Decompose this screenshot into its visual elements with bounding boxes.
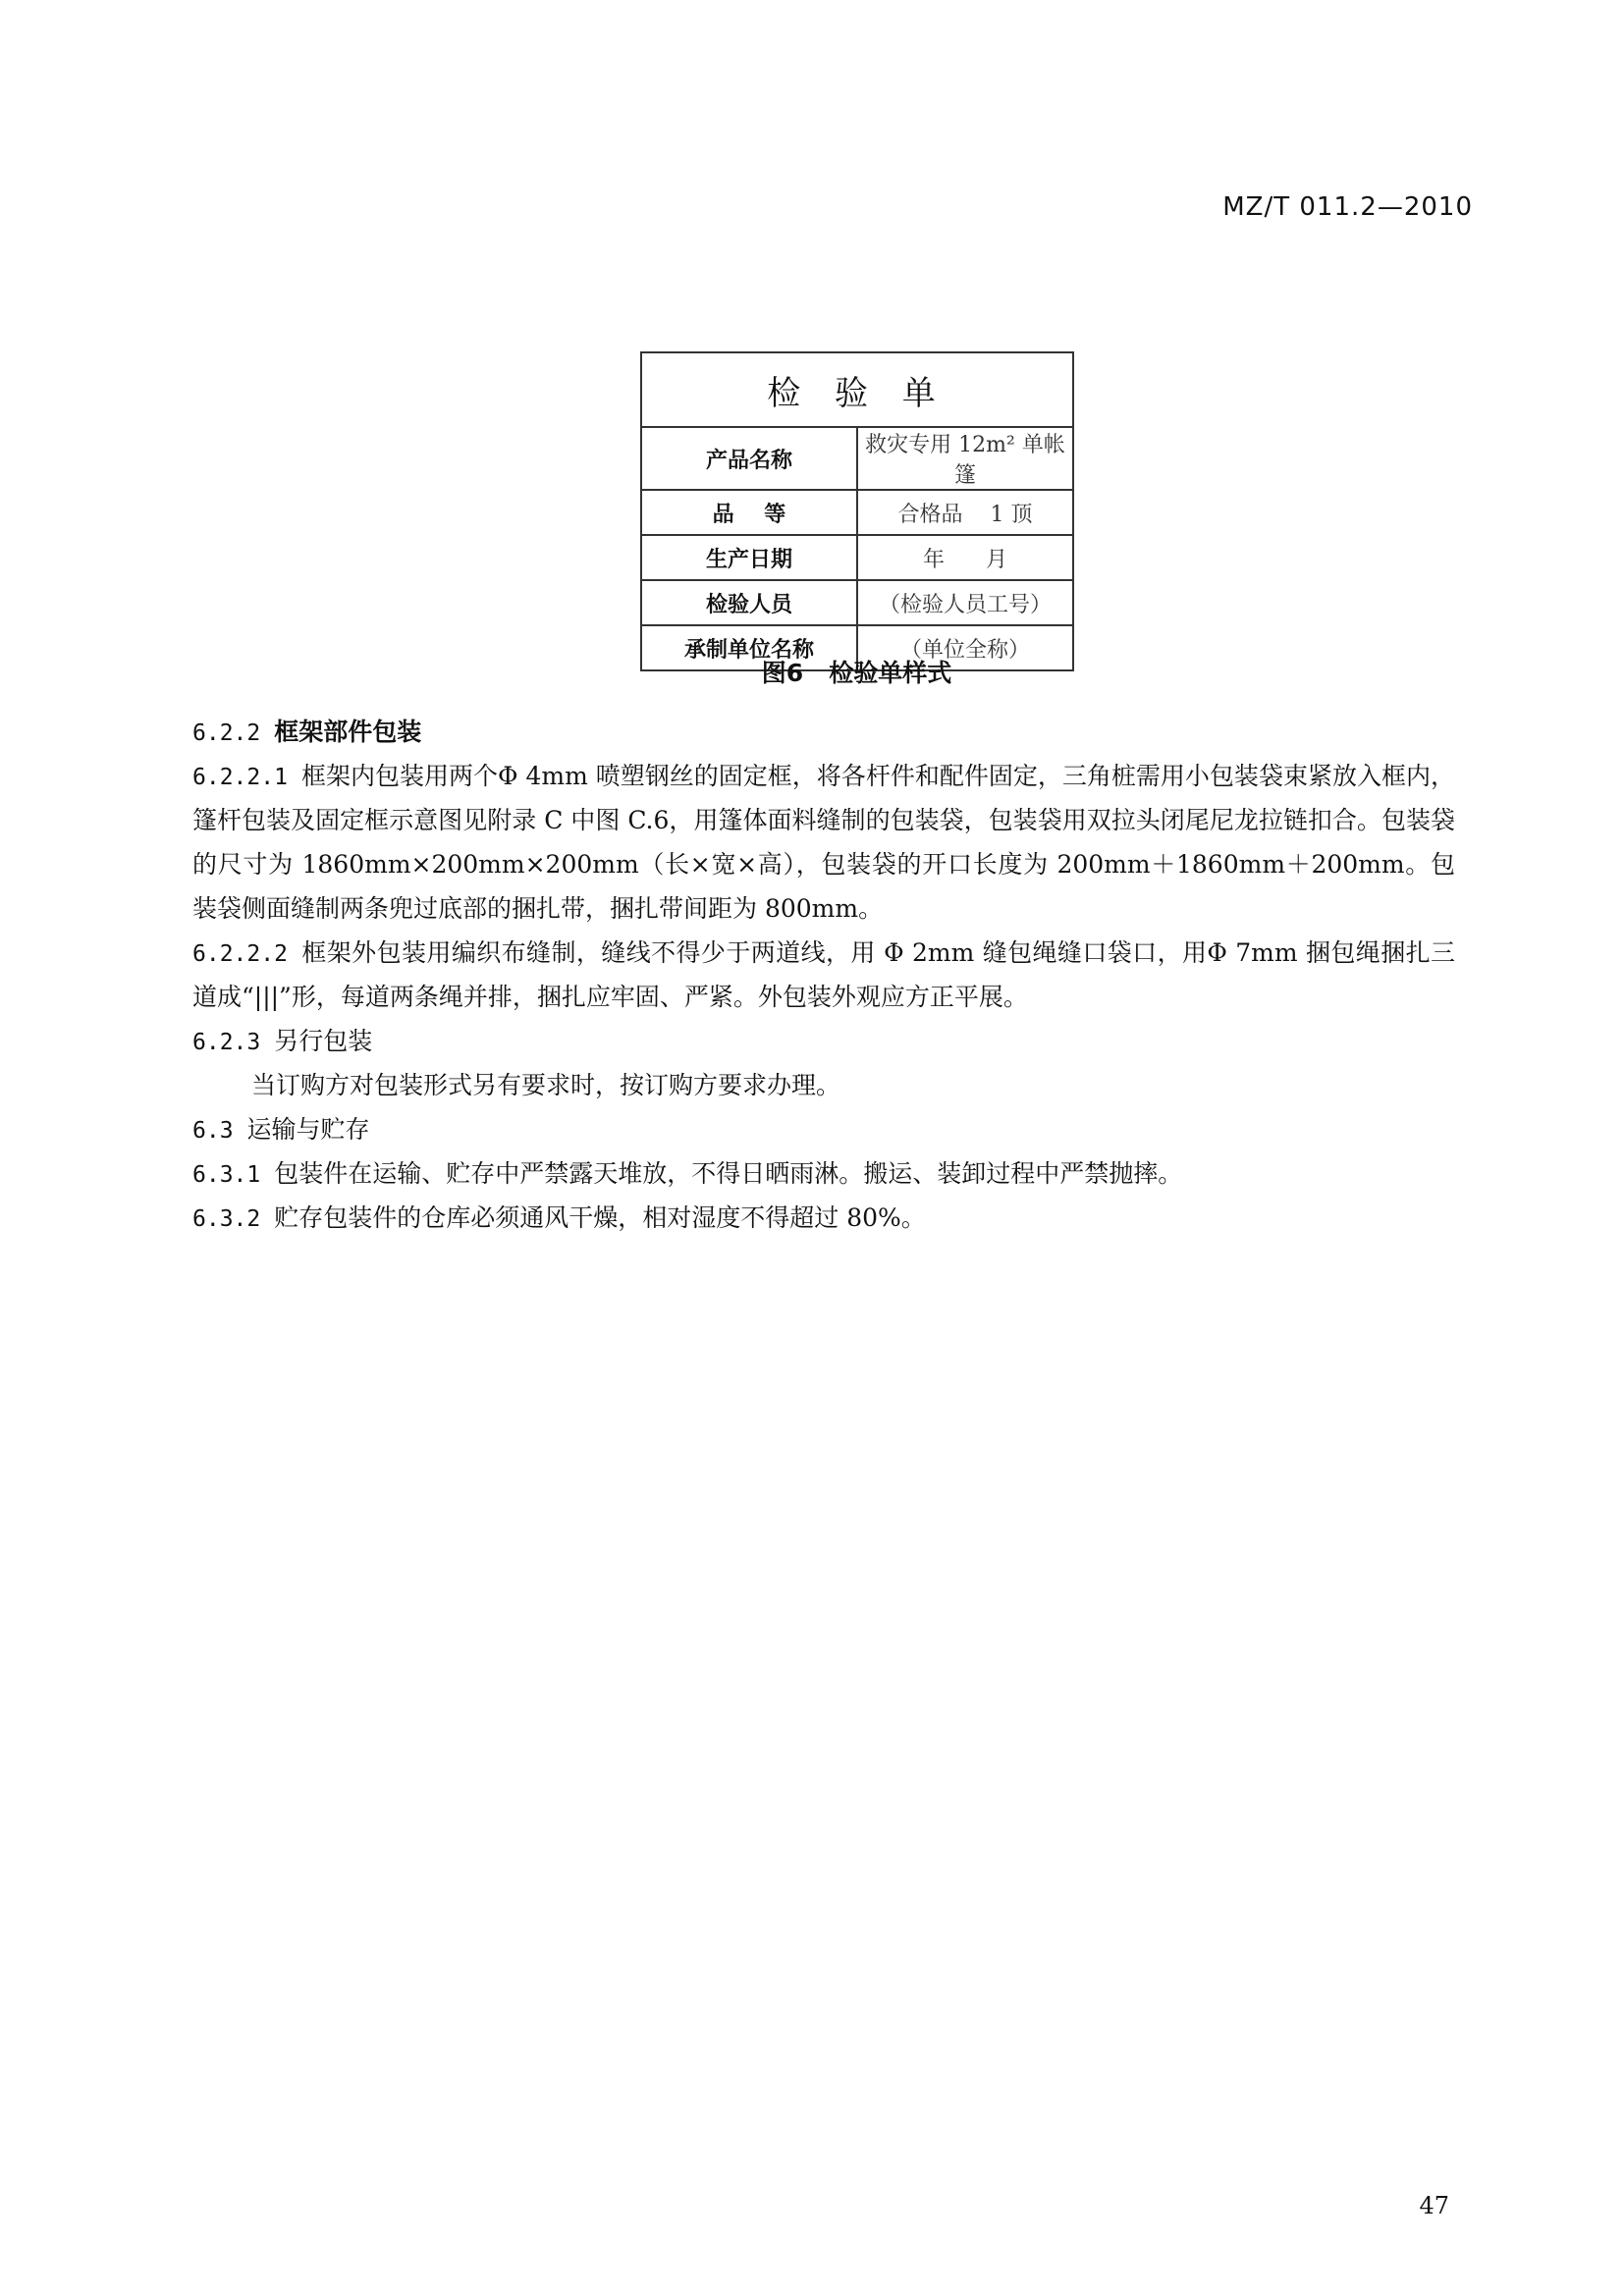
form-label-inspector: 检验人员 [641,580,857,625]
section-title: 框架部件包装 [274,718,422,746]
section-number: 6.3.2 [192,1206,261,1232]
figure-caption [0,654,1624,689]
section-text: 框架内包装用两个Φ 4mm 喷塑钢丝的固定框，将各杆件和配件固定，三角桩需用小包装袋束紧放入框内，篷杆包装及固定框示意图见附录 C 中图 C.6，用篷体面料缝制的包装袋，包装袋用双拉头闭尾尼龙拉链扣合。包装袋的尺寸为 1860mm×200mm×200mm（长×宽×高），包装袋的开口长度为 200mm＋1860mm＋200mm。包装袋侧面缝制两条兜过底部的捆扎带，捆扎带间距为 800mm。 [192,762,1455,923]
section-heading [192,711,1455,755]
form-row [641,580,1073,625]
form-label-grade: 品 等 [641,490,857,535]
section-paragraph [192,1064,1455,1108]
section-paragraph [192,1152,1455,1197]
section-number: 6.2.2.2 [192,941,288,967]
section-number: 6.3 [192,1118,234,1144]
form-value-manufacturer: （单位全称） [857,625,1073,670]
form-row [641,427,1073,490]
section-heading [192,1108,1455,1152]
form-label-product-name: 产品名称 [641,427,857,490]
document-body [192,711,1455,1241]
page-number: 47 [1419,2192,1449,2219]
section-number: 6.3.1 [192,1162,261,1188]
form-label-manufacturer: 承制单位名称 [641,625,857,670]
inspection-form [640,351,1074,671]
form-value-grade: 合格品 1 顶 [857,490,1073,535]
section-text: 框架外包装用编织布缝制，缝线不得少于两道线，用 Φ 2mm 缝包绳缝口袋口，用Φ 7mm 捆包绳捆扎三道成“|||”形，每道两条绳并排，捆扎应牢固、严紧。外包装外观应方正平展。 [192,938,1455,1011]
section-title: 另行包装 [274,1027,373,1055]
form-value-product-name: 救灾专用 12m² 单帐篷 [857,427,1073,490]
section-paragraph [192,1197,1455,1241]
section-title: 运输与贮存 [246,1115,370,1144]
form-value-inspector: （检验人员工号） [857,580,1073,625]
section-number: 6.2.2.1 [192,765,288,790]
form-value-production-date: 年 月 [857,535,1073,580]
standard-code: MZ/T 011.2—2010 [1222,192,1473,222]
section-paragraph [192,755,1455,932]
section-text: 包装件在运输、贮存中严禁露天堆放，不得日晒雨淋。搬运、装卸过程中严禁抛摔。 [274,1159,1183,1188]
form-title: 检 验 单 [641,352,1073,427]
section-paragraph [192,932,1455,1020]
figure-caption-text: 图6 检验单样式 [761,659,952,687]
section-text: 当订购方对包装形式另有要求时，按订购方要求办理。 [251,1071,841,1099]
form-row [641,535,1073,580]
section-text: 贮存包装件的仓库必须通风干燥，相对湿度不得超过 80%。 [274,1203,926,1232]
section-heading [192,1020,1455,1064]
inspection-form-table [640,351,1074,671]
form-label-production-date: 生产日期 [641,535,857,580]
form-row [641,490,1073,535]
section-number: 6.2.2 [192,721,261,746]
section-number: 6.2.3 [192,1030,261,1055]
